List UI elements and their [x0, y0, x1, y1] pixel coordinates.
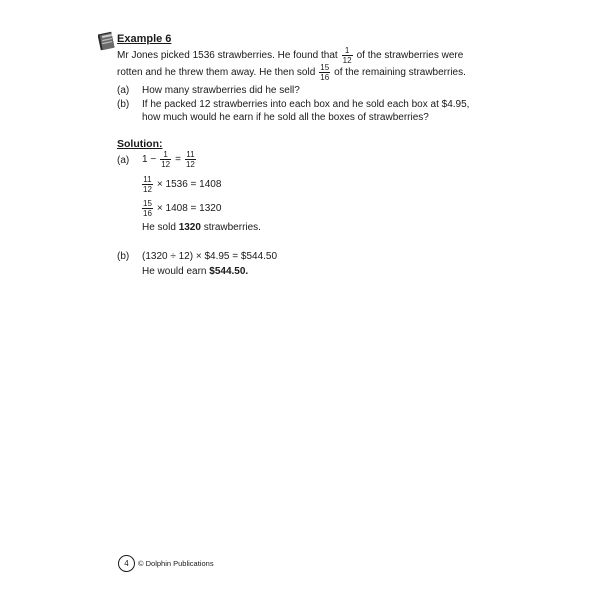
expression-text: 1 − — [142, 154, 157, 165]
problem-text: of the strawberries were — [356, 50, 464, 61]
solution-heading: Solution: — [117, 138, 163, 150]
fraction-denominator: 12 — [143, 185, 152, 194]
solution-a-step-2 — [142, 175, 221, 194]
solution-a-step-3 — [142, 199, 221, 218]
fraction-denominator: 12 — [185, 160, 195, 169]
fraction-numerator: 15 — [143, 199, 152, 208]
equals-sign: = — [175, 154, 181, 165]
question-b-text-1: If he packed 12 strawberries into each box and he sold each box at $4.95, — [142, 99, 470, 110]
expression-text: × 1408 = 1320 — [156, 203, 222, 214]
problem-text: of the remaining strawberries. — [334, 67, 466, 78]
fraction-denominator: 16 — [320, 73, 330, 82]
solution-b-step-1: (1320 ÷ 12) × $4.95 = $544.50 — [142, 251, 278, 262]
fraction — [319, 63, 330, 82]
answer-punctuation: . — [245, 266, 249, 277]
solution-a-step-1 — [142, 150, 200, 169]
fraction-numerator: 11 — [186, 150, 195, 159]
fraction-denominator: 12 — [161, 160, 171, 169]
fraction-numerator: 1 — [344, 46, 350, 55]
solution-a-answer — [142, 222, 261, 233]
answer-text: strawberries. — [203, 222, 261, 233]
solution-b-label: (b) — [117, 251, 130, 262]
problem-text: Mr Jones picked 1536 strawberries. He found that — [117, 50, 338, 61]
example-title: Example 6 — [117, 33, 172, 45]
fraction-denominator: 16 — [143, 209, 152, 218]
solution-a-label: (a) — [117, 155, 130, 166]
fraction — [142, 199, 153, 218]
fraction-numerator: 1 — [163, 150, 168, 159]
answer-value: $544.50 — [209, 266, 246, 277]
question-b-label: (b) — [117, 99, 130, 110]
fraction — [185, 150, 196, 169]
solution-b-answer — [142, 266, 248, 277]
fraction-numerator: 11 — [143, 175, 152, 184]
problem-text: rotten and he threw them away. He then sold — [117, 67, 316, 78]
page-number: 4 — [118, 555, 135, 572]
question-a-label: (a) — [117, 85, 130, 96]
fraction — [142, 175, 153, 194]
fraction-denominator: 12 — [342, 56, 352, 65]
publisher-credit: © Dolphin Publications — [138, 559, 214, 568]
expression-text: × 1536 = 1408 — [156, 179, 222, 190]
book-icon — [98, 31, 116, 51]
fraction — [160, 150, 171, 169]
answer-text: He would earn — [142, 266, 207, 277]
answer-value: 1320 — [178, 222, 201, 233]
fraction-numerator: 15 — [320, 63, 330, 72]
problem-line-2 — [117, 63, 466, 82]
question-b-text-2: how much would he earn if he sold all the boxes of strawberries? — [142, 112, 429, 123]
question-a-text: How many strawberries did he sell? — [142, 85, 300, 96]
answer-text: He sold — [142, 222, 176, 233]
